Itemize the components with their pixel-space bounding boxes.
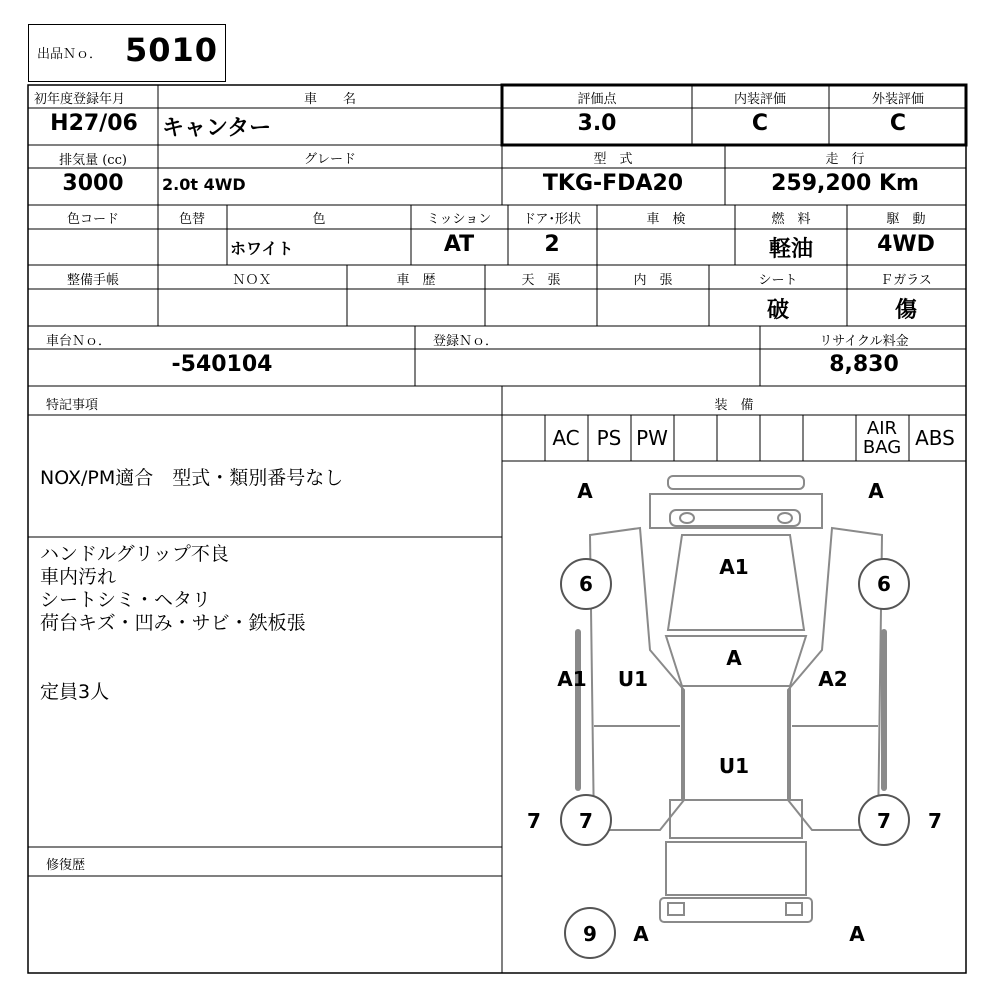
mark-rear-right: A xyxy=(849,922,865,946)
repair-history-label: 修復歴 xyxy=(46,858,86,873)
model-value: TKG-FDA20 xyxy=(542,171,684,196)
registration-label: 登録Ｎｏ． xyxy=(433,334,499,349)
mark-rear-circle: 9 xyxy=(583,922,597,946)
recycle-label: リサイクル料金 xyxy=(819,334,909,349)
recycle-value: 8,830 xyxy=(829,352,899,377)
capacity-note: 定員3人 xyxy=(40,681,110,703)
rear-light-left xyxy=(668,903,684,915)
displacement-label: 排気量 (cc) xyxy=(59,153,127,168)
inspection-label: 車 検 xyxy=(646,212,686,227)
color-value: ホワイト xyxy=(230,239,294,258)
first-reg-label: 初年度登録年月 xyxy=(34,92,126,107)
roof-label: 天 張 xyxy=(521,273,561,288)
chassis-label: 車台Ｎｏ． xyxy=(46,334,112,349)
equip-ac: AC xyxy=(552,426,580,450)
score-label: 評価点 xyxy=(577,92,617,107)
truck-diagram xyxy=(578,476,884,922)
mark-cabin: U1 xyxy=(718,754,750,778)
nox-label: ＮＯＸ xyxy=(232,273,272,288)
history-label: 車 歴 xyxy=(396,273,436,288)
door-value: 2 xyxy=(544,232,560,257)
interior-roof-label: 内 張 xyxy=(633,273,673,288)
drive-label: 駆 動 xyxy=(886,212,926,227)
seat-label: シート xyxy=(758,273,798,288)
mark-rear-left: A xyxy=(633,922,649,946)
maintenance-label: 整備手帳 xyxy=(66,273,120,288)
equip-ps: PS xyxy=(596,426,622,450)
fglass-label: Ｆガラス xyxy=(880,273,932,288)
mark-rear-wheel-right-outer: 7 xyxy=(928,809,942,833)
mark-front-right: A xyxy=(868,479,884,503)
chassis-value: -540104 xyxy=(171,352,273,377)
fuel-value: 軽油 xyxy=(768,237,814,262)
equipment-label: 装 備 xyxy=(714,398,754,413)
lot-number-label: 出品Ｎｏ． xyxy=(37,47,103,62)
car-name-label: 車 名 xyxy=(303,92,357,107)
exterior-label: 外装評価 xyxy=(871,92,925,107)
exterior-value: C xyxy=(889,111,907,136)
rear-light-right xyxy=(786,903,802,915)
special-notes-label: 特記事項 xyxy=(46,398,99,413)
interior-value: C xyxy=(751,111,769,136)
seat-value: 破 xyxy=(766,298,790,323)
mark-roof-front: A xyxy=(726,646,742,670)
mark-left-body: A1 xyxy=(557,667,587,691)
first-reg-value: H27/06 xyxy=(50,111,138,136)
color-label: 色 xyxy=(312,212,326,227)
mileage-value: 259,200 Km xyxy=(771,171,919,196)
equip-airbag-line1: AIR xyxy=(866,418,898,439)
equip-pw: PW xyxy=(636,426,668,450)
left-headlight xyxy=(680,513,694,523)
fuel-label: 燃 料 xyxy=(771,212,811,227)
mark-windshield: A1 xyxy=(719,555,749,579)
note-line-1: ハンドルグリップ不良 xyxy=(40,543,229,565)
note-line-2: 車内汚れ xyxy=(40,566,117,588)
car-name-value: キャンター xyxy=(162,116,272,141)
mark-rear-wheel-right: 7 xyxy=(877,809,891,833)
front-bumper xyxy=(668,476,804,489)
cargo-bed xyxy=(666,842,806,895)
grade-label: グレード xyxy=(303,152,357,167)
rear-cab-panel xyxy=(670,800,802,838)
lot-number: 5010 xyxy=(125,31,219,69)
color-code-label: 色コード xyxy=(66,212,120,227)
equip-airbag-line2: BAG xyxy=(862,437,902,458)
score-value: 3.0 xyxy=(577,111,617,136)
mark-front-left: A xyxy=(577,479,593,503)
mark-right-body: A2 xyxy=(818,667,848,691)
windshield xyxy=(668,535,804,630)
note-line-3: シートシミ・ヘタリ xyxy=(40,589,212,611)
equip-abs: ABS xyxy=(915,426,955,450)
grade-value: 2.0t 4WD xyxy=(162,175,246,194)
interior-label: 内装評価 xyxy=(733,92,787,107)
drive-value: 4WD xyxy=(877,232,935,257)
color-change-label: 色替 xyxy=(178,212,206,227)
mark-front-wheel-right: 6 xyxy=(877,572,891,596)
mileage-label: 走 行 xyxy=(825,152,865,167)
mark-rear-wheel-left-outer: 7 xyxy=(527,809,541,833)
grid-lines xyxy=(28,85,966,973)
mark-rear-wheel-left: 7 xyxy=(579,809,593,833)
mission-value: AT xyxy=(443,232,475,257)
rear-bumper xyxy=(660,898,812,922)
model-label: 型 式 xyxy=(593,152,633,167)
fglass-value: 傷 xyxy=(894,298,918,323)
note-line-4: 荷台キズ・凹み・サビ・鉄板張 xyxy=(40,612,306,634)
special-note-line: NOX/PM適合 型式・類別番号なし xyxy=(40,467,344,489)
right-headlight xyxy=(778,513,792,523)
mark-left-inner: U1 xyxy=(617,667,649,691)
mark-front-wheel-left: 6 xyxy=(579,572,593,596)
displacement-value: 3000 xyxy=(62,171,124,196)
door-label: ドア･形状 xyxy=(522,212,582,227)
cabin-roof xyxy=(682,686,790,800)
mission-label: ミッション xyxy=(426,212,492,227)
